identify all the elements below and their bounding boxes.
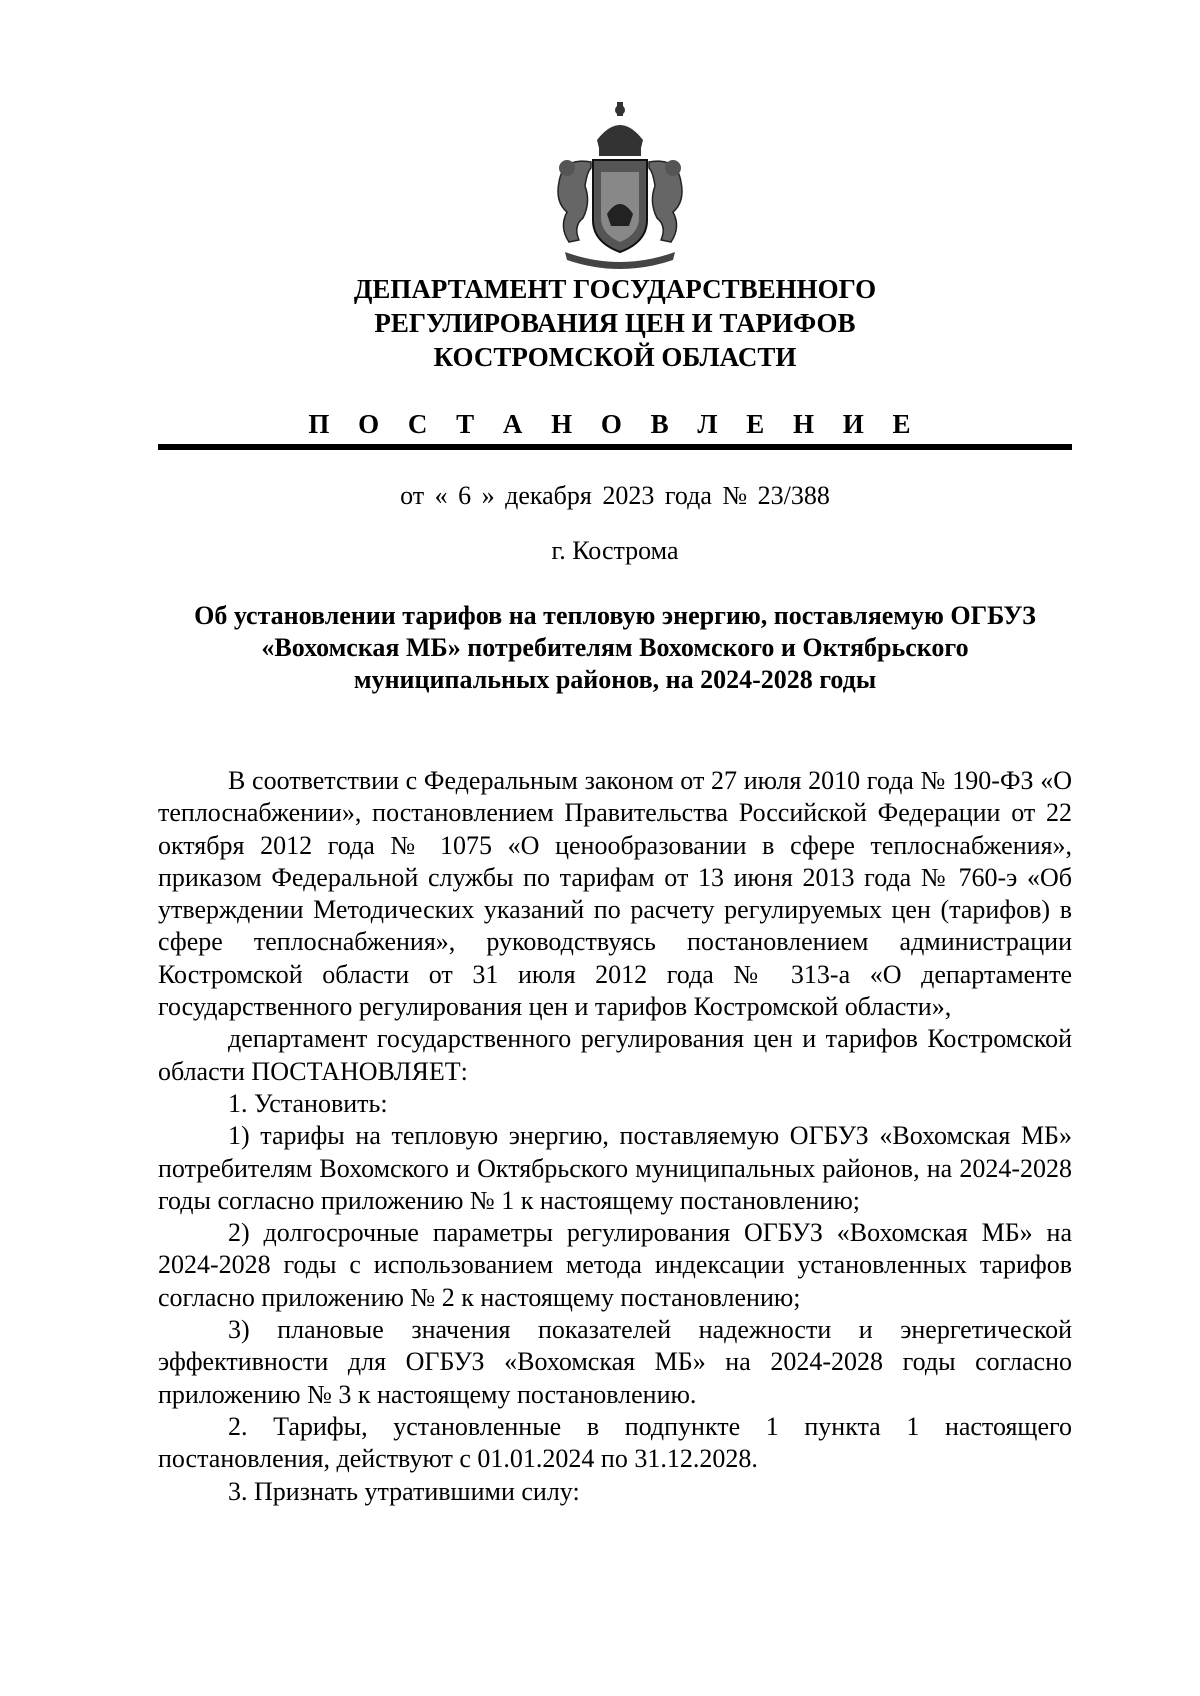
document-city: г. Кострома (551, 536, 679, 565)
document-type-title: П О С Т А Н О В Л Е Н И Е (308, 409, 922, 439)
body-paragraph-resolves: департамент государственного регулирования цен и тарифов Костромской области ПОСТАНОВЛЯЕТ: (158, 1024, 1072, 1086)
body-paragraph-item-1-3: 3) плановые значения показателей надежности и энергетической эффективности для ОГБУЗ «Вохомская МБ» на 2024-2028 годы согласно приложению № 3 к настоящему постановлению. (158, 1315, 1072, 1409)
header-line-3: КОСТРОМСКОЙ ОБЛАСТИ (433, 342, 797, 372)
department-header (150, 272, 1080, 374)
header-line-2: РЕГУЛИРОВАНИЯ ЦЕН И ТАРИФОВ (374, 308, 856, 338)
body-paragraph-item-1: 1. Установить: (228, 1088, 388, 1118)
document-body (158, 765, 1072, 1508)
body-paragraph-preamble: В соответствии с Федеральным законом от 27 июля 2010 года № 190-ФЗ «О теплоснабжении», постановлением Правительства Российской Федерации от 22 октября 2012 года № 1075 «О ценообразовании в сфере теплоснабжения», приказом Федеральной службы по тарифам от 13 июня 2013 года № 760-э «Об утверждении Методических указаний по расчету регулируемых цен (тарифов) в сфере теплоснабжения», руководствуясь постановлением администрации Костромской области от 31 июля 2012 года № 313-а «О департаменте государственного регулирования цен и тарифов Костромской области», (158, 766, 1072, 1022)
coat-of-arms-emblem (545, 102, 695, 272)
document-subject: Об установлении тарифов на тепловую энергию, поставляемую ОГБУЗ «Вохомская МБ» потребителям Вохомского и Октябрьского муниципальных районов, на 2024-2028 годы (194, 601, 1036, 694)
body-paragraph-item-1-1: 1) тарифы на тепловую энергию, поставляемую ОГБУЗ «Вохомская МБ» потребителям Вохомского и Октябрьского муниципальных районов, на 2024-2028 годы согласно приложению № 1 к настоящему постановлению; (158, 1121, 1072, 1215)
body-paragraph-item-1-2: 2) долгосрочные параметры регулирования ОГБУЗ «Вохомская МБ» на 2024-2028 годы с использованием метода индексации установленных тарифов согласно приложению № 2 к настоящему постановлению; (158, 1218, 1072, 1312)
document-date-number: от « 6 » декабря 2023 года № 23/388 (400, 481, 830, 510)
body-paragraph-item-2: 2. Тарифы, установленные в подпункте 1 пункта 1 настоящего постановления, действуют с 01.01.2024 по 31.12.2028. (158, 1411, 1072, 1474)
header-line-1: ДЕПАРТАМЕНТ ГОСУДАРСТВЕННОГО (353, 274, 877, 304)
body-paragraph-item-3: 3. Признать утратившими силу: (228, 1476, 580, 1506)
header-divider (158, 444, 1072, 450)
